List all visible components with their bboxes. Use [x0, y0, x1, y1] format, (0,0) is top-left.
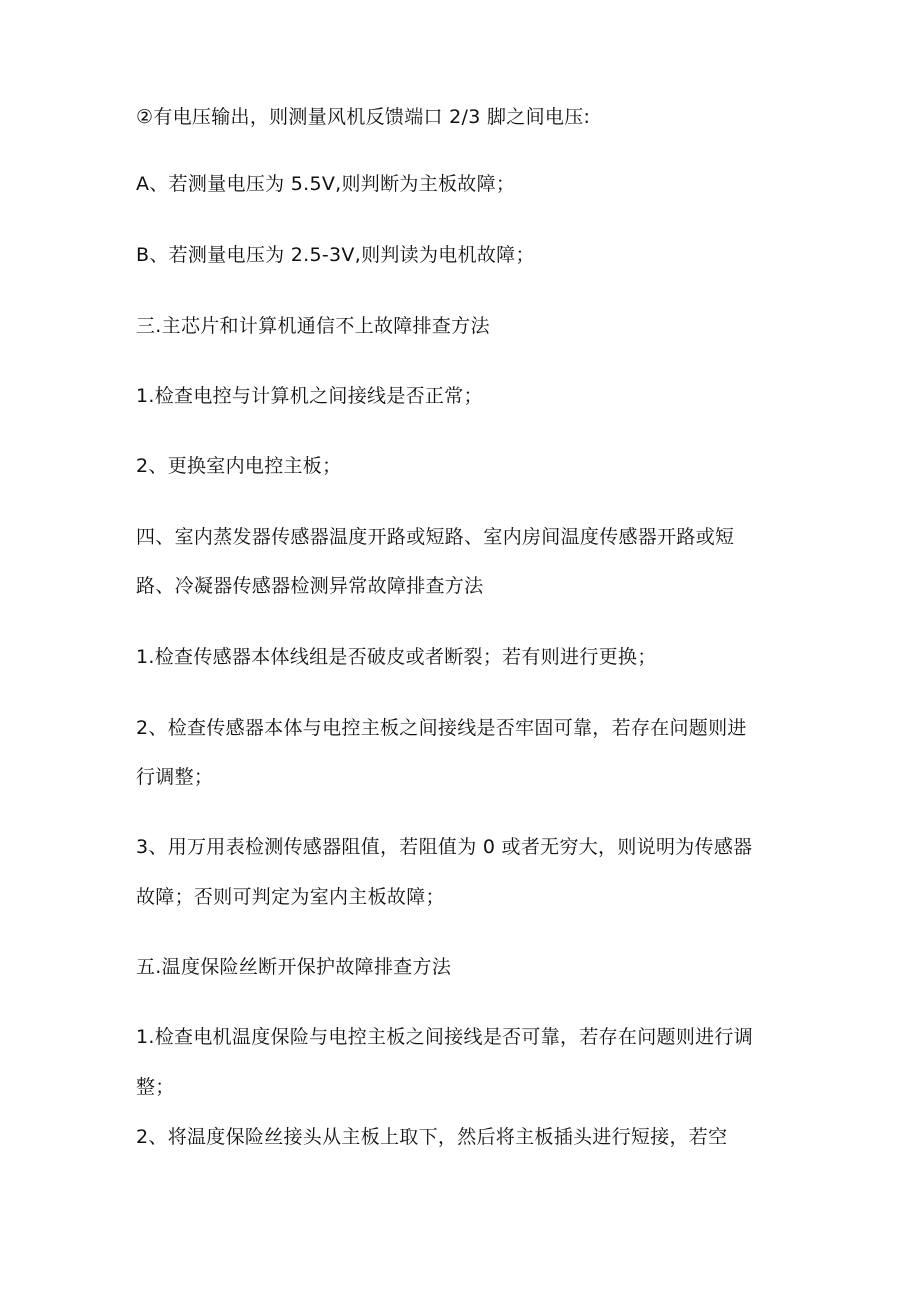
text-line-3-step-1: 1.检查电控与计算机之间接线是否正常；: [136, 385, 483, 407]
text-line-case-b: B、若测量电压为 2.5-3V,则判读为电机故障；: [136, 244, 535, 266]
text-line-4-step-3-line-2: 故障；否则可判定为室内主板故障；: [136, 886, 445, 908]
section-heading-3: 三.主芯片和计算机通信不上故障排查方法: [136, 315, 490, 337]
text-line-4-step-2-line-2: 行调整；: [136, 766, 214, 788]
section-heading-4-line-1: 四、室内蒸发器传感器温度开路或短路、室内房间温度传感器开路或短: [136, 526, 735, 548]
text-line-case-a: A、若测量电压为 5.5V,则判断为主板故障；: [136, 173, 516, 195]
text-line-5-step-2: 2、将温度保险丝接头从主板上取下，然后将主板插头进行短接，若空: [136, 1126, 728, 1148]
text-line-5-step-1-line-1: 1.检查电机温度保险与电控主板之间接线是否可靠，若存在问题则进行调: [136, 1026, 754, 1048]
text-line-4-step-1: 1.检查传感器本体线组是否破皮或者断裂；若有则进行更换；: [136, 646, 657, 668]
text-line-3-step-2: 2、更换室内电控主板；: [136, 455, 342, 477]
text-line-5-step-1-line-2: 整；: [136, 1076, 175, 1098]
section-heading-5: 五.温度保险丝断开保护故障排查方法: [136, 956, 452, 978]
text-line-4-step-3-line-1: 3、用万用表检测传感器阻值，若阻值为 0 或者无穷大，则说明为传感器: [136, 836, 753, 858]
text-line-4-step-2-line-1: 2、检查传感器本体与电控主板之间接线是否牢固可靠，若存在问题则进: [136, 717, 747, 739]
section-heading-4-line-2: 路、冷凝器传感器检测异常故障排查方法: [136, 575, 484, 597]
text-line-voltage-output: ②有电压输出，则测量风机反馈端口 2/3 脚之间电压:: [136, 106, 591, 128]
